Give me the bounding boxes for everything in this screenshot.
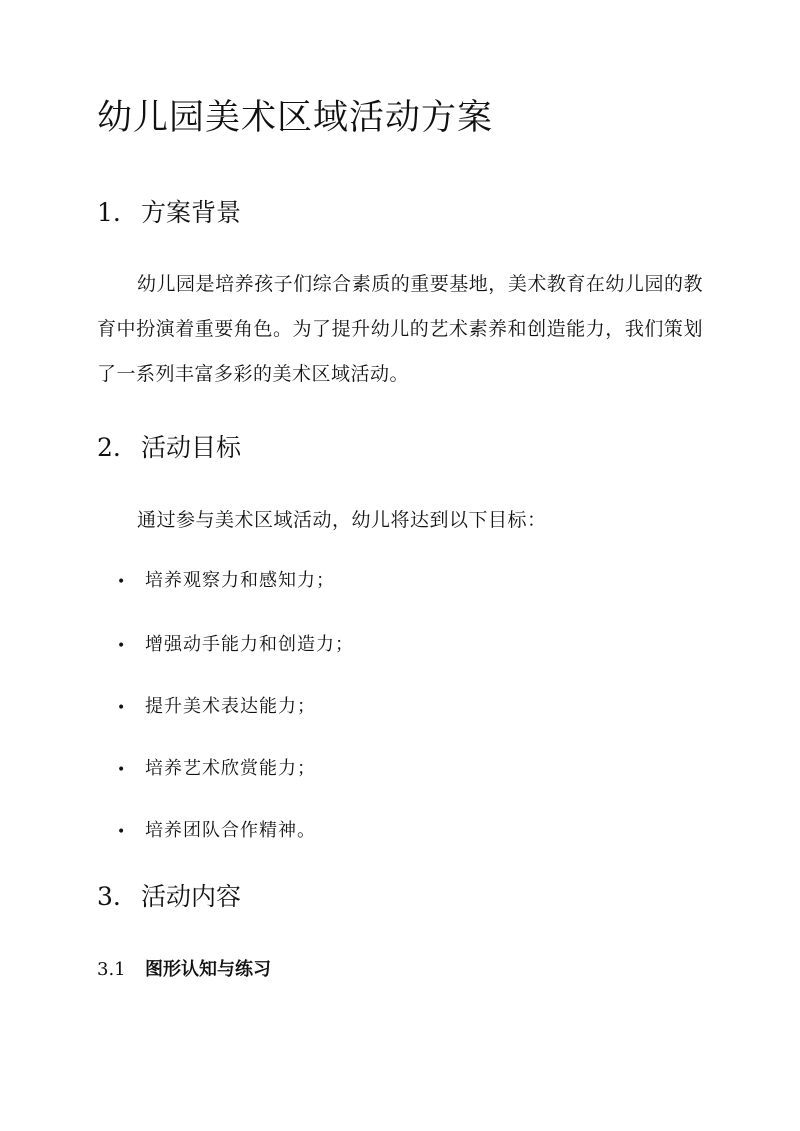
bullet-icon: •: [117, 824, 127, 840]
section-heading-background: [97, 196, 241, 230]
bullet-icon: •: [117, 574, 127, 590]
section-heading-content: [97, 880, 241, 914]
subsection-title: 图形认知与练习: [145, 959, 271, 980]
background-paragraph: 幼儿园是培养孩子们综合素质的重要基地，美术教育在幼儿园的教育中扮演着重要角色。为了提升幼儿的艺术素养和创造能力，我们策划了一系列丰富多彩的美术区域活动。: [97, 273, 703, 385]
list-item-text: 提升美术表达能力；: [145, 696, 316, 717]
bullet-icon: •: [117, 700, 127, 716]
list-item: [117, 818, 517, 844]
bullet-icon: •: [117, 638, 127, 654]
list-item-text: 培养艺术欣赏能力；: [145, 758, 316, 779]
section-number: 3.: [97, 882, 121, 911]
section-number: 2.: [97, 433, 121, 462]
section-title: 方案背景: [141, 198, 242, 227]
list-item: [117, 694, 517, 720]
section-title: 活动内容: [141, 882, 242, 911]
section-heading-goals: [97, 431, 241, 465]
list-item-text: 培养观察力和感知力；: [145, 570, 335, 591]
list-item-text: 增强动手能力和创造力；: [145, 634, 354, 655]
list-item-text: 培养团队合作精神。: [145, 820, 316, 841]
document-title: 幼儿园美术区域活动方案: [97, 98, 494, 138]
bullet-icon: •: [117, 762, 127, 778]
list-item: [117, 568, 517, 594]
section-number: 1.: [97, 198, 121, 227]
goals-intro: 通过参与美术区域活动，幼儿将达到以下目标：: [137, 509, 547, 531]
list-item: [117, 756, 517, 782]
section-title: 活动目标: [141, 433, 242, 462]
subsection-number: 3.1: [97, 959, 126, 980]
list-item: [117, 632, 517, 658]
subsection-heading: [97, 957, 271, 983]
